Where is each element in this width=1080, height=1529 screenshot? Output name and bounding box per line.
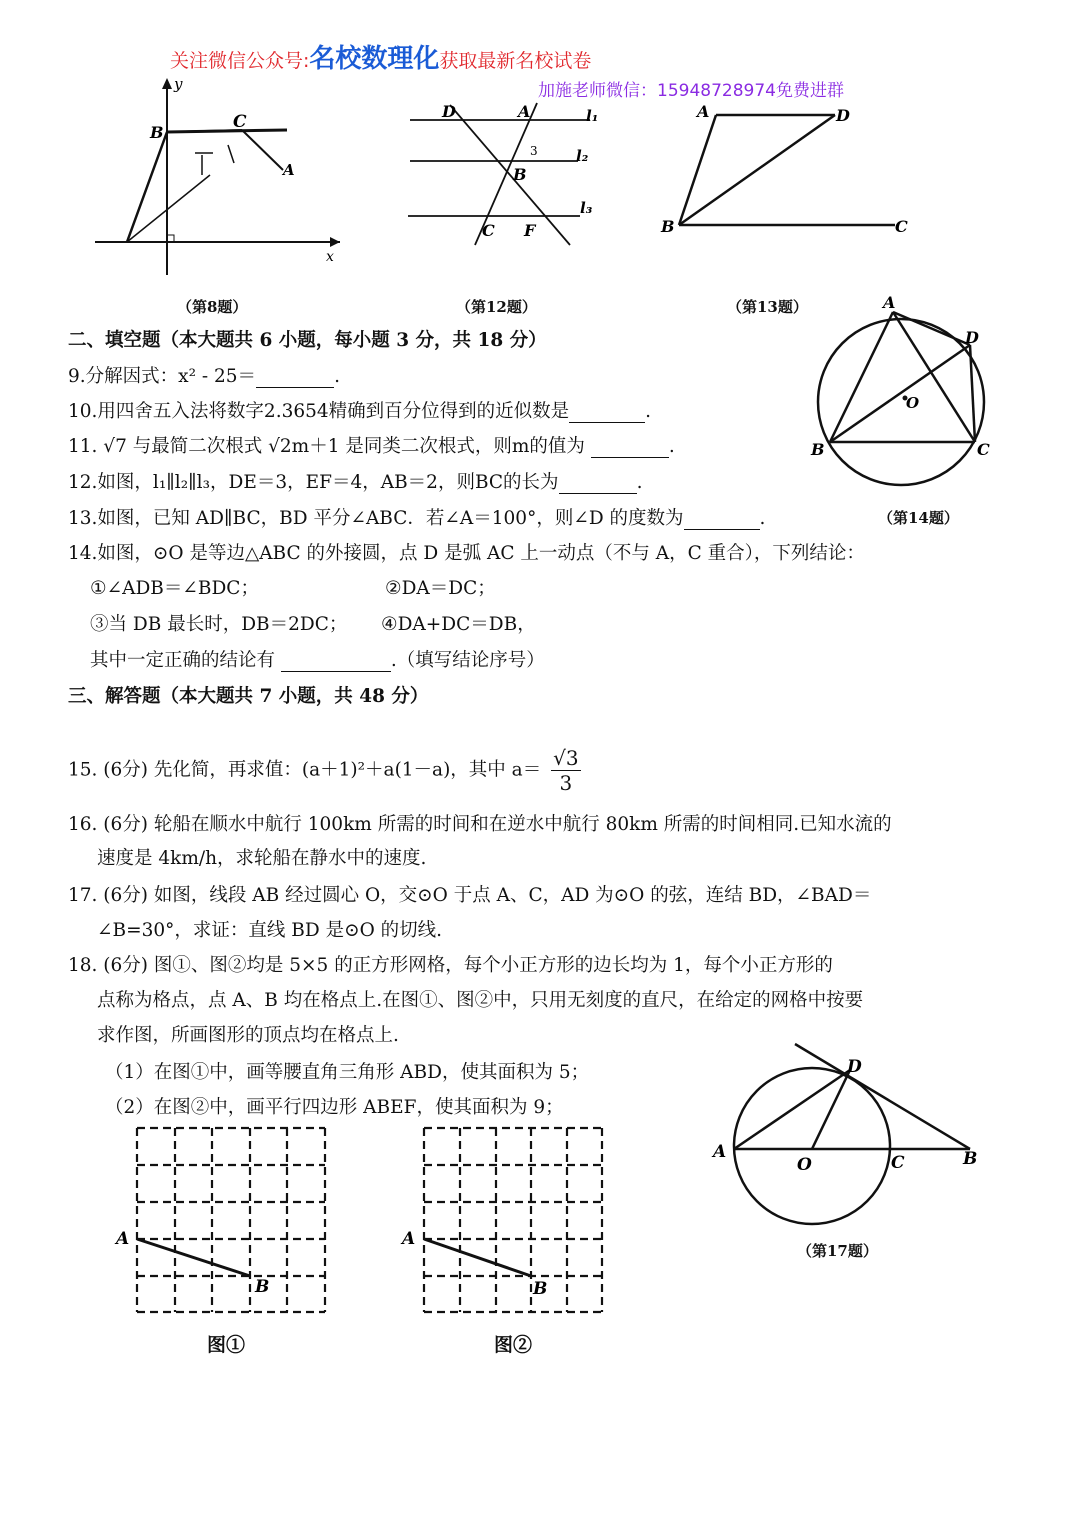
q13-end: . xyxy=(759,508,766,529)
fig12-label-l1: l₁ xyxy=(586,107,599,125)
watermark-brand: 名校数理化 xyxy=(309,44,440,74)
figure-14-caption: （第14题） xyxy=(878,509,959,527)
q13-text: 13.如图，已知 AD∥BC，BD 平分∠ABC．若∠A＝100°，则∠D 的度数为 xyxy=(68,508,684,529)
figure-17-caption: （第17题） xyxy=(797,1242,878,1260)
fig12-label-F: F xyxy=(524,221,536,240)
grid1-label-B: B xyxy=(255,1277,270,1297)
q12-text: 12.如图，l₁∥l₂∥l₃，DE＝3，EF＝4，AB＝2，则BC的长为 xyxy=(68,472,559,493)
question-18-sub1: （1）在图①中，画等腰直角三角形 ABD，使其面积为 5； xyxy=(105,1062,590,1083)
fig8-label-A: A xyxy=(283,161,295,179)
grid-2-diagram xyxy=(400,1120,640,1330)
fig12-label-D: D xyxy=(442,102,456,121)
q9-blank[interactable] xyxy=(256,369,334,389)
question-11 xyxy=(68,436,675,458)
q11-end: . xyxy=(668,436,675,457)
grid-1-caption: 图① xyxy=(207,1334,246,1356)
question-9 xyxy=(68,366,340,388)
fig17-label-B: B xyxy=(963,1149,978,1169)
grid1-label-A: A xyxy=(116,1229,130,1249)
question-18-line3: 求作图，所画图形的顶点均在格点上. xyxy=(97,1025,399,1046)
fig14-label-D: D xyxy=(965,328,979,347)
watermark-post: 获取最新名校试卷 xyxy=(439,50,592,72)
figure-14 xyxy=(805,290,1005,490)
q12-blank[interactable] xyxy=(559,475,637,495)
q9-text: 9.分解因式：x² - 25＝ xyxy=(68,366,257,387)
fig17-label-O: O xyxy=(797,1155,812,1175)
question-17-line2: ∠B=30°，求证：直线 BD 是⊙O 的切线. xyxy=(97,920,443,941)
question-13 xyxy=(68,508,765,530)
fig17-label-C: C xyxy=(891,1153,905,1173)
question-18-sub2: （2）在图②中，画平行四边形 ABEF，使其面积为 9； xyxy=(105,1097,564,1118)
fig8-label-C: C xyxy=(233,112,247,132)
q12-end: . xyxy=(636,472,643,493)
q11-blank[interactable] xyxy=(591,439,669,459)
question-17-line1: 17. (6分) 如图，线段 AB 经过圆心 O，交⊙O 于点 A、C，AD 为⊙O 的弦，连结 BD，∠BAD＝ xyxy=(68,885,872,906)
q14-blank[interactable] xyxy=(281,653,391,673)
q15-fraction xyxy=(551,746,580,795)
fig13-label-D: D xyxy=(836,106,850,125)
figure-12-caption: （第12题） xyxy=(456,298,537,316)
question-18-line1: 18. (6分) 图①、图②均是 5×5 的正方形网格，每个小正方形的边长均为 1，每个小正方形的 xyxy=(68,955,833,976)
grid-1-diagram xyxy=(112,1120,352,1330)
fig8-label-B: B xyxy=(150,123,164,142)
question-14: 14.如图，⊙O 是等边△ABC 的外接圆，点 D 是弧 AC 上一动点（不与 A，C 重合），下列结论： xyxy=(68,543,865,564)
q14-option-4: ④DA+DC＝DB， xyxy=(381,614,536,635)
fig14-label-B: B xyxy=(811,440,825,459)
q14-option-2: ②DA＝DC； xyxy=(385,578,496,599)
q9-end: . xyxy=(334,366,340,387)
fig12-label-C: C xyxy=(482,221,495,240)
fig12-label-l2: l₂ xyxy=(576,147,589,165)
fig13-label-A: A xyxy=(697,102,710,121)
fig13-label-B: B xyxy=(661,217,675,236)
fig12-label-l3: l₃ xyxy=(580,199,593,217)
fig17-label-A: A xyxy=(713,1142,727,1162)
q14-tail xyxy=(90,650,545,672)
watermark-line1 xyxy=(170,38,591,75)
question-10 xyxy=(68,401,651,423)
figure-12-diagram xyxy=(400,95,610,255)
watermark-line2: 加施老师微信：15948728974免费进群 xyxy=(538,81,844,101)
grid2-label-A: A xyxy=(402,1229,416,1249)
figure-8-diagram xyxy=(90,75,350,275)
grid-2-caption: 图② xyxy=(494,1334,533,1356)
figure-12 xyxy=(400,95,610,255)
question-16-line1: 16. (6分) 轮船在顺水中航行 100km 所需的时间和在逆水中航行 80km 所需的时间相同.已知水流的 xyxy=(68,814,892,835)
grid2-label-B: B xyxy=(533,1279,548,1299)
q14-tail-pre: 其中一定正确的结论有 xyxy=(90,650,276,671)
q15-frac-den: 3 xyxy=(559,771,573,795)
q10-blank[interactable] xyxy=(569,404,645,424)
figure-14-diagram xyxy=(805,290,1005,490)
figure-8-caption: （第8题） xyxy=(177,298,248,316)
fig14-label-A: A xyxy=(883,293,896,312)
q11-text: 11. √7 与最简二次根式 √2m＋1 是同类二次根式，则m的值为 xyxy=(68,436,585,457)
q13-blank[interactable] xyxy=(684,511,760,531)
figure-13-diagram xyxy=(655,95,915,245)
fig8-label-x: x xyxy=(326,249,334,265)
watermark-pre: 关注微信公众号: xyxy=(170,50,310,72)
q14-option-3: ③当 DB 最长时，DB＝2DC； xyxy=(90,614,348,635)
fig12-label-3: 3 xyxy=(530,144,538,158)
question-12 xyxy=(68,472,642,494)
question-18-line2: 点称为格点，点 A、B 均在格点上.在图①、图②中，只用无刻度的直尺，在给定的网格中按要 xyxy=(97,990,864,1011)
q14-tail-post: .（填写结论序号） xyxy=(390,650,545,671)
section-3-title: 三、解答题（本大题共 7 小题，共 48 分） xyxy=(68,686,429,707)
question-16-line2: 速度是 4km/h，求轮船在静水中的速度. xyxy=(97,848,427,869)
figure-17 xyxy=(705,1040,985,1240)
fig14-label-O: O xyxy=(906,394,920,412)
q14-option-1: ①∠ADB＝∠BDC； xyxy=(90,578,259,599)
figure-17-diagram xyxy=(705,1040,985,1240)
fig13-label-C: C xyxy=(895,217,908,236)
q10-text: 10.用四舍五入法将数字2.3654精确到百分位得到的近似数是 xyxy=(68,401,570,422)
q15-text: 15. (6分) 先化简，再求值：(a＋1)²＋a(1－a)，其中 a＝ xyxy=(68,759,542,781)
grid-figure-2 xyxy=(400,1120,640,1330)
section-2-title: 二、填空题（本大题共 6 小题，每小题 3 分，共 18 分） xyxy=(68,330,547,351)
figure-8 xyxy=(90,75,350,275)
q10-end: . xyxy=(645,401,652,422)
fig12-label-B: B xyxy=(513,165,527,184)
figure-13-caption: （第13题） xyxy=(727,298,808,316)
question-15 xyxy=(68,746,581,795)
fig8-label-y: y xyxy=(174,75,183,93)
q15-frac-num: √3 xyxy=(553,746,579,770)
fig12-label-A: A xyxy=(518,102,531,121)
figure-13 xyxy=(655,95,915,245)
grid-figure-1 xyxy=(112,1120,352,1330)
fig14-label-C: C xyxy=(977,440,990,459)
fig17-label-D: D xyxy=(847,1057,862,1077)
